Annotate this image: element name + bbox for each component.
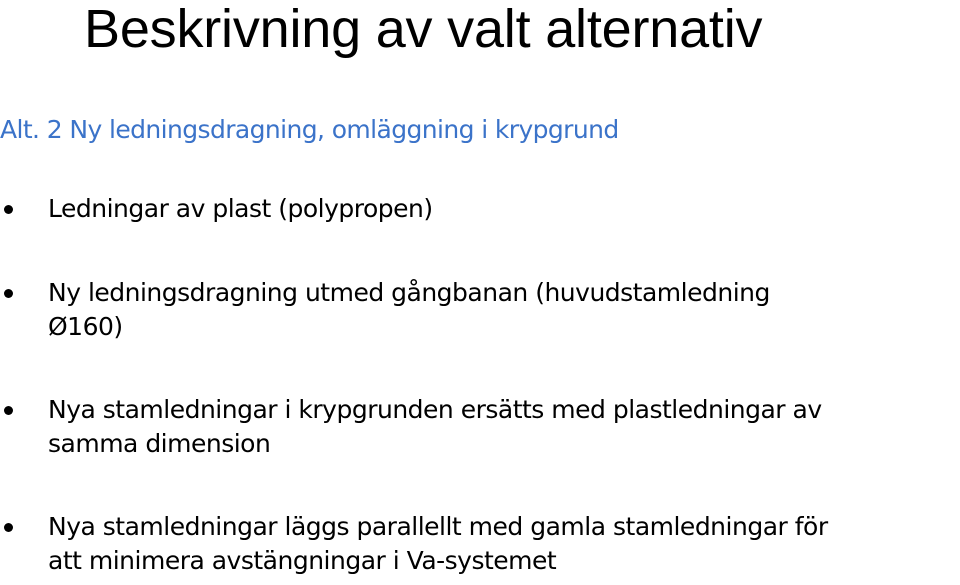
bullet-line: Ledningar av plast (polypropen) — [48, 194, 433, 223]
bullet-text — [48, 276, 960, 344]
slide-subtitle: Alt. 2 Ny ledningsdragning, omläggning i krypgrund — [0, 115, 619, 144]
bullet-line: Ny ledningsdragning utmed gångbanan (huvudstamledning — [48, 278, 770, 307]
bullet-text — [48, 192, 960, 226]
bullet-dot-icon — [4, 523, 13, 532]
bullet-line: att minimera avstängningar i Va-systemet — [48, 546, 557, 575]
bullet-text — [48, 510, 960, 578]
bullet-dot-icon — [4, 205, 13, 214]
bullet-line: samma dimension — [48, 429, 271, 458]
bullet-line: Ø160) — [48, 312, 123, 341]
slide-title: Beskrivning av valt alternativ — [84, 0, 763, 59]
bullet-dot-icon — [4, 289, 13, 298]
bullet-line: Nya stamledningar i krypgrunden ersätts med plastledningar av — [48, 395, 822, 424]
bullet-dot-icon — [4, 406, 13, 415]
bullet-line: Nya stamledningar läggs parallellt med gamla stamledningar för — [48, 512, 828, 541]
bullet-text — [48, 393, 960, 461]
